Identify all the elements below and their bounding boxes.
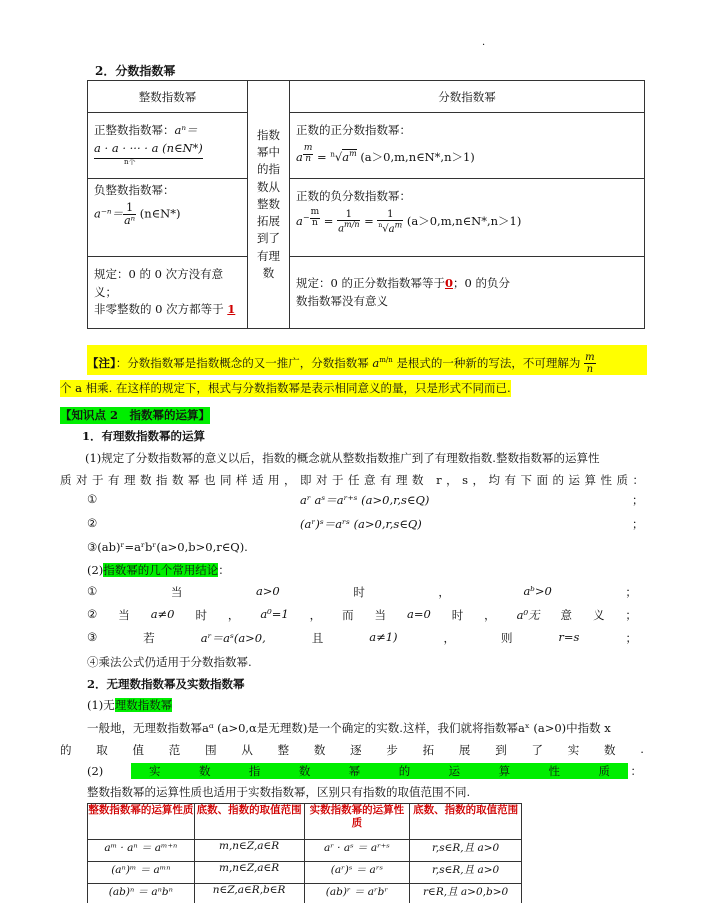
neg-frac-cell: 正数的负分数指数幂： $a^{- \frac{m}{n}}$ = $\frac{1}{a^{m/n}}$ = $\frac{1}{^n√a^m}$ (a＞0,m,n∈N*,n＞1) [290, 179, 645, 257]
rule-2-num: ② [87, 516, 98, 530]
para-2: 质对于有理数指数幂也同样适用，即对于任意有理数 r，s，均有下面的运算性质： [60, 473, 644, 487]
table-middle-note: 指数幂中的指数从整数拓展到了有理数 [248, 81, 290, 329]
note-line-1: 【注】：分数指数幂是指数概念的又一推广，分数指数幂 $a^{m/n}$ 是根式的一种新的写法，不可理解为 $\frac{m}{n}$ [87, 345, 647, 375]
rule-left-cell: 规定：0 的 0 次方没有意义； 非零整数的 0 次方都等于 1 [88, 257, 248, 329]
conclusions-title: (2)指数幂的几个常用结论： [87, 563, 230, 577]
t2-head-4: 底数、指数的取值范围 [410, 804, 522, 840]
t2-head-2: 底数、指数的取值范围 [194, 804, 304, 840]
irrational-para-1: 一般地，无理数指数幂aᵅ (a>0,α是无理数)是一个确定的实数.这样，我们就将指数幂aˣ (a>0)中指数 x [87, 721, 611, 735]
rule-1-end: ； [632, 493, 644, 507]
section-title: 2．分数指数幂 [95, 64, 176, 78]
conclusion-1: ① 当 a>0 时 ， aᵇ>0 ； [87, 584, 637, 599]
real-desc: 整数指数幂的运算性质也适用于实数指数幂，区别只有指数的取值范围不同. [87, 785, 471, 799]
irrational-para-2: 的 取 值 范 围 从 整 数 逐 步 拓 展 到 了 实 数 . [60, 742, 644, 757]
note-line-2: 个 a 相乘. 在这样的规定下，根式与分数指数幂是表示相同意义的量，只是形式不同而已. [60, 381, 511, 395]
table-head-integer: 整数指数幂 [88, 81, 248, 113]
t2-head-3: 实数指数幂的运算性质 [304, 804, 410, 840]
table-row: aᵐ · aⁿ ＝ aᵐ⁺ⁿ m,n∈Z,a∈R aʳ · aˢ ＝ aʳ⁺ˢ r,s∈R,且 a>0 [88, 840, 522, 862]
pos-int-cell: 正整数指数幂：aⁿ＝ a · a · ··· · a (n∈N*) n个 [88, 113, 248, 179]
pos-frac-cell: 正数的正分数指数幂： a $^{\frac{m}{n}}$ = $^n√a^m$ (a＞0,m,n∈N*,n＞1) [290, 113, 645, 179]
para-1: (1)规定了分数指数幂的意义以后，指数的概念就从整数指数推广到了有理数指数.整数指数幂的运算性 [85, 451, 600, 465]
subsection-title-2: 2．无理数指数幂及实数指数幂 [87, 677, 245, 691]
page-dot: · [482, 40, 486, 51]
real-title: (2) 实 数 指 数 幂 的 运 算 性 质 ： [87, 764, 642, 778]
irrational-title: (1)无理数指数幂 [87, 698, 173, 712]
rule-2: (aʳ)ˢ＝aʳˢ (a>0,r,s∈Q) [300, 517, 422, 531]
exponent-table [87, 80, 645, 329]
table-row: (aⁿ)ᵐ ＝ aᵐⁿ m,n∈Z,a∈R (aʳ)ˢ ＝ aʳˢ r,s∈R,且 a>0 [88, 862, 522, 884]
rule-3: ③(ab)ʳ=aʳbʳ(a>0,b>0,r∈Q). [87, 540, 248, 554]
rule-1: aʳ aˢ＝aʳ⁺ˢ (a>0,r,s∈Q) [300, 493, 430, 507]
knowledge-point-title: 【知识点 2 指数幂的运算】 [60, 408, 211, 422]
rule-right-cell: 规定：0 的正分数指数幂等于0；0 的负分 数指数幂没有意义 [290, 257, 645, 329]
rule-2-end: ； [632, 517, 644, 531]
answer-one: 1 [227, 302, 236, 317]
conclusion-3: ③ 若 aʳ＝aˢ(a>0, 且 a≠1) ， 则 r=s ； [87, 630, 637, 645]
answer-zero: 0 [444, 275, 453, 290]
rule-1-num: ① [87, 492, 98, 506]
neg-int-cell: 负整数指数幂： a⁻ⁿ＝ $\frac{1}{\text{aⁿ}}$ (n∈N*) [88, 179, 248, 257]
subsection-title-1: 1．有理数指数幂的运算 [82, 429, 206, 443]
conclusion-4: ④乘法公式仍适用于分数指数幂. [87, 655, 252, 669]
operations-table [87, 803, 522, 903]
conclusion-2: ② 当 a≠0 时 ， a⁰=1 ， 而 当 a=0 时 ， a⁰无 意 义 ； [87, 607, 637, 622]
table-row: (ab)ⁿ ＝ aⁿbⁿ n∈Z,a∈R,b∈R (ab)ʳ ＝ aʳbʳ r∈R,且 a>0,b>0 [88, 884, 522, 903]
table-head-fraction: 分数指数幂 [290, 81, 645, 113]
t2-head-1: 整数指数幂的运算性质 [88, 804, 195, 840]
